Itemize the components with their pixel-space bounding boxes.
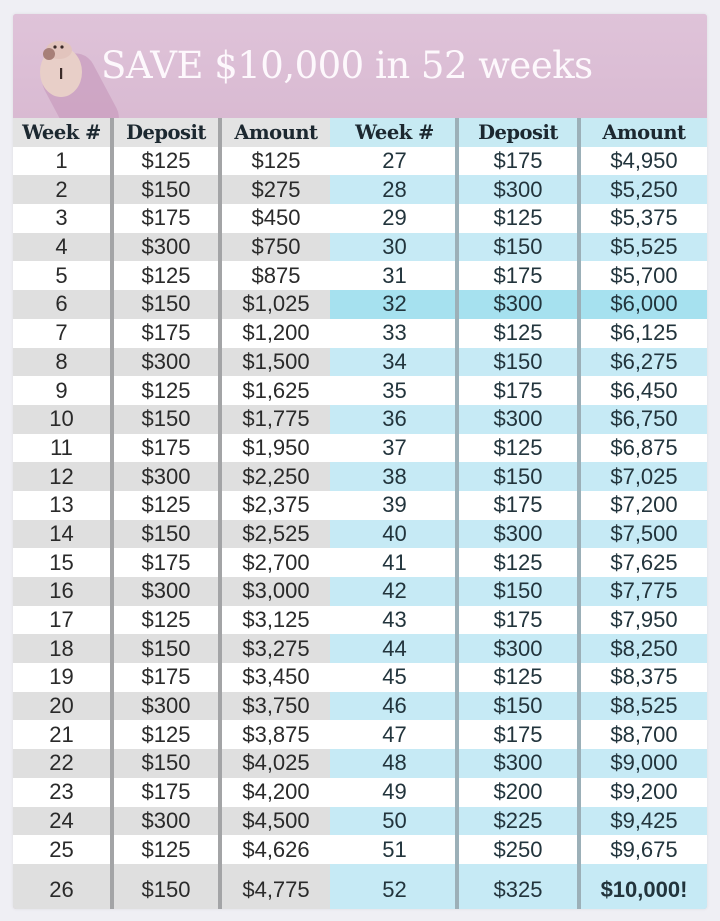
cell-deposit-right: $300 [459, 290, 577, 319]
cell-deposit-right: $300 [459, 520, 577, 549]
cell-deposit-left: $175 [114, 548, 218, 577]
cell-week-left: 1 [13, 147, 110, 176]
table-row [13, 864, 707, 909]
cell-amount-left: $3,450 [222, 663, 330, 692]
cell-deposit-right: $175 [459, 491, 577, 520]
page-title: SAVE $10,000 in 52 weeks [101, 44, 593, 87]
cell-amount-right: $8,375 [581, 663, 707, 692]
cell-deposit-left: $300 [114, 233, 218, 262]
cell-week-left: 18 [13, 634, 110, 663]
cell-deposit-right: $175 [459, 606, 577, 635]
cell-amount-right: $7,025 [581, 462, 707, 491]
cell-deposit-left: $300 [114, 692, 218, 721]
table-row [13, 261, 707, 290]
cell-amount-left: $4,025 [222, 749, 330, 778]
cell-week-right: 48 [334, 749, 455, 778]
cell-deposit-left: $125 [114, 491, 218, 520]
table-row [13, 577, 707, 606]
cell-deposit-left: $300 [114, 577, 218, 606]
cell-deposit-left: $175 [114, 434, 218, 463]
cell-deposit-right: $175 [459, 261, 577, 290]
cell-amount-right: $7,625 [581, 548, 707, 577]
cell-week-right: 41 [334, 548, 455, 577]
table-row [13, 290, 707, 319]
cell-amount-left: $1,625 [222, 376, 330, 405]
table-row [13, 778, 707, 807]
cell-week-left: 10 [13, 405, 110, 434]
cell-amount-left: $3,125 [222, 606, 330, 635]
header-amount-left: Amount [222, 118, 330, 147]
table-row [13, 434, 707, 463]
cell-amount-left: $1,025 [222, 290, 330, 319]
cell-deposit-right: $125 [459, 204, 577, 233]
cell-week-left: 19 [13, 663, 110, 692]
cell-week-right: 52 [334, 864, 455, 909]
cell-amount-right: $6,275 [581, 348, 707, 377]
banner [13, 14, 707, 118]
table-row [13, 835, 707, 864]
cell-deposit-left: $150 [114, 634, 218, 663]
cell-week-left: 21 [13, 720, 110, 749]
cell-amount-right: $7,950 [581, 606, 707, 635]
table-row [13, 634, 707, 663]
cell-week-left: 2 [13, 175, 110, 204]
header-deposit-right: Deposit [459, 118, 577, 147]
header-week-left: Week # [13, 118, 110, 147]
cell-amount-left: $4,775 [222, 864, 330, 909]
cell-week-right: 32 [334, 290, 455, 319]
cell-week-right: 27 [334, 147, 455, 176]
cell-week-right: 31 [334, 261, 455, 290]
cell-deposit-right: $150 [459, 233, 577, 262]
cell-week-right: 44 [334, 634, 455, 663]
cell-week-right: 51 [334, 835, 455, 864]
cell-deposit-right: $150 [459, 692, 577, 721]
cell-amount-right: $9,200 [581, 778, 707, 807]
piggy-bank-icon [33, 34, 89, 100]
cell-amount-left: $4,200 [222, 778, 330, 807]
cell-week-left: 26 [13, 864, 110, 909]
table-row [13, 462, 707, 491]
cell-deposit-left: $175 [114, 663, 218, 692]
cell-week-right: 38 [334, 462, 455, 491]
cell-deposit-left: $300 [114, 462, 218, 491]
cell-week-right: 50 [334, 807, 455, 836]
cell-week-right: 43 [334, 606, 455, 635]
cell-week-left: 13 [13, 491, 110, 520]
cell-amount-right: $6,875 [581, 434, 707, 463]
cell-week-left: 9 [13, 376, 110, 405]
cell-amount-right: $6,000 [581, 290, 707, 319]
cell-week-right: 46 [334, 692, 455, 721]
cell-amount-left: $450 [222, 204, 330, 233]
table-row [13, 405, 707, 434]
cell-week-left: 3 [13, 204, 110, 233]
cell-amount-right: $9,000 [581, 749, 707, 778]
cell-week-left: 6 [13, 290, 110, 319]
cell-deposit-right: $175 [459, 376, 577, 405]
cell-week-right: 40 [334, 520, 455, 549]
table-row [13, 692, 707, 721]
table-row [13, 319, 707, 348]
table-row [13, 520, 707, 549]
cell-week-left: 14 [13, 520, 110, 549]
cell-deposit-left: $150 [114, 864, 218, 909]
cell-deposit-left: $125 [114, 835, 218, 864]
cell-week-right: 37 [334, 434, 455, 463]
cell-week-left: 11 [13, 434, 110, 463]
cell-deposit-right: $300 [459, 405, 577, 434]
cell-week-right: 42 [334, 577, 455, 606]
cell-week-left: 24 [13, 807, 110, 836]
cell-amount-left: $2,525 [222, 520, 330, 549]
cell-amount-left: $3,750 [222, 692, 330, 721]
cell-deposit-right: $125 [459, 319, 577, 348]
cell-deposit-left: $300 [114, 807, 218, 836]
cell-week-right: 34 [334, 348, 455, 377]
cell-amount-right: $5,375 [581, 204, 707, 233]
cell-deposit-left: $125 [114, 720, 218, 749]
cell-deposit-right: $175 [459, 147, 577, 176]
header-amount-right: Amount [581, 118, 707, 147]
cell-week-right: 39 [334, 491, 455, 520]
table-row [13, 348, 707, 377]
cell-deposit-left: $150 [114, 749, 218, 778]
cell-amount-left: $1,200 [222, 319, 330, 348]
table-row [13, 175, 707, 204]
table-row [13, 548, 707, 577]
cell-week-left: 22 [13, 749, 110, 778]
cell-amount-right: $10,000! [581, 864, 707, 909]
cell-deposit-right: $200 [459, 778, 577, 807]
cell-amount-right: $4,950 [581, 147, 707, 176]
cell-amount-right: $8,700 [581, 720, 707, 749]
cell-week-right: 28 [334, 175, 455, 204]
cell-week-right: 29 [334, 204, 455, 233]
cell-deposit-left: $150 [114, 290, 218, 319]
cell-amount-right: $6,750 [581, 405, 707, 434]
cell-amount-right: $8,525 [581, 692, 707, 721]
cell-week-left: 20 [13, 692, 110, 721]
cell-amount-left: $1,775 [222, 405, 330, 434]
cell-amount-left: $2,700 [222, 548, 330, 577]
cell-deposit-left: $150 [114, 175, 218, 204]
cell-amount-right: $9,675 [581, 835, 707, 864]
cell-amount-left: $3,875 [222, 720, 330, 749]
table-row [13, 749, 707, 778]
cell-deposit-left: $150 [114, 405, 218, 434]
cell-week-left: 7 [13, 319, 110, 348]
table-row [13, 491, 707, 520]
cell-amount-right: $7,775 [581, 577, 707, 606]
cell-amount-right: $7,500 [581, 520, 707, 549]
cell-deposit-right: $150 [459, 348, 577, 377]
header-deposit-left: Deposit [114, 118, 218, 147]
cell-week-left: 23 [13, 778, 110, 807]
cell-amount-left: $2,375 [222, 491, 330, 520]
cell-deposit-right: $175 [459, 720, 577, 749]
cell-amount-left: $4,500 [222, 807, 330, 836]
cell-week-left: 5 [13, 261, 110, 290]
table-row [13, 376, 707, 405]
cell-deposit-right: $125 [459, 548, 577, 577]
cell-amount-left: $275 [222, 175, 330, 204]
cell-amount-left: $750 [222, 233, 330, 262]
cell-deposit-left: $125 [114, 606, 218, 635]
cell-week-right: 49 [334, 778, 455, 807]
cell-deposit-right: $325 [459, 864, 577, 909]
table-row [13, 720, 707, 749]
cell-week-right: 35 [334, 376, 455, 405]
cell-week-left: 12 [13, 462, 110, 491]
cell-deposit-left: $125 [114, 147, 218, 176]
cell-amount-left: $4,626 [222, 835, 330, 864]
header-week-right: Week # [334, 118, 455, 147]
cell-deposit-left: $125 [114, 376, 218, 405]
table-row [13, 663, 707, 692]
cell-deposit-right: $125 [459, 434, 577, 463]
cell-deposit-right: $300 [459, 634, 577, 663]
cell-amount-left: $1,950 [222, 434, 330, 463]
cell-amount-right: $8,250 [581, 634, 707, 663]
cell-amount-right: $9,425 [581, 807, 707, 836]
cell-amount-right: $5,250 [581, 175, 707, 204]
cell-deposit-left: $300 [114, 348, 218, 377]
cell-amount-left: $1,500 [222, 348, 330, 377]
cell-amount-left: $125 [222, 147, 330, 176]
cell-deposit-right: $300 [459, 749, 577, 778]
cell-amount-left: $875 [222, 261, 330, 290]
cell-deposit-right: $150 [459, 462, 577, 491]
cell-amount-right: $5,525 [581, 233, 707, 262]
cell-week-left: 4 [13, 233, 110, 262]
cell-deposit-left: $175 [114, 319, 218, 348]
cell-deposit-left: $175 [114, 778, 218, 807]
cell-amount-right: $5,700 [581, 261, 707, 290]
cell-deposit-left: $125 [114, 261, 218, 290]
cell-week-right: 47 [334, 720, 455, 749]
cell-week-left: 8 [13, 348, 110, 377]
cell-deposit-right: $225 [459, 807, 577, 836]
cell-week-left: 25 [13, 835, 110, 864]
savings-chart-card [13, 14, 707, 909]
cell-deposit-right: $250 [459, 835, 577, 864]
table-row [13, 233, 707, 262]
cell-week-right: 30 [334, 233, 455, 262]
table-row [13, 147, 707, 176]
cell-week-right: 45 [334, 663, 455, 692]
cell-amount-right: $6,125 [581, 319, 707, 348]
cell-amount-right: $6,450 [581, 376, 707, 405]
cell-week-left: 15 [13, 548, 110, 577]
cell-deposit-right: $125 [459, 663, 577, 692]
cell-deposit-left: $150 [114, 520, 218, 549]
cell-deposit-right: $150 [459, 577, 577, 606]
cell-amount-left: $3,275 [222, 634, 330, 663]
cell-amount-right: $7,200 [581, 491, 707, 520]
cell-deposit-right: $300 [459, 175, 577, 204]
cell-week-right: 36 [334, 405, 455, 434]
table-row [13, 807, 707, 836]
cell-amount-left: $3,000 [222, 577, 330, 606]
table-header-row [13, 118, 707, 147]
table-row [13, 204, 707, 233]
cell-amount-left: $2,250 [222, 462, 330, 491]
cell-week-left: 17 [13, 606, 110, 635]
cell-week-left: 16 [13, 577, 110, 606]
cell-week-right: 33 [334, 319, 455, 348]
cell-deposit-left: $175 [114, 204, 218, 233]
savings-table [13, 118, 707, 909]
table-row [13, 606, 707, 635]
